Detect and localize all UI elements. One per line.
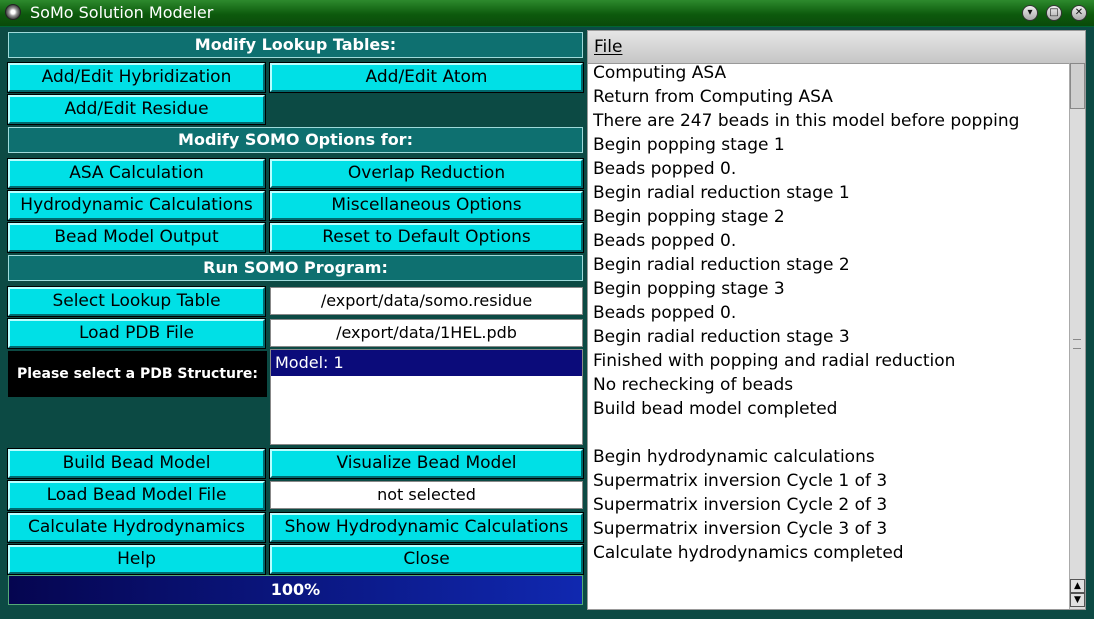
title-bar xyxy=(0,0,1094,27)
pdb-structure-label: Please select a PDB Structure: xyxy=(8,351,267,397)
log-line: Build bead model completed xyxy=(593,399,838,419)
somo-options-header: Modify SOMO Options for: xyxy=(8,127,583,153)
log-line: Beads popped 0. xyxy=(593,159,737,179)
file-menu[interactable] xyxy=(594,37,622,57)
log-line: Begin hydrodynamic calculations xyxy=(593,447,875,467)
calculate-hydrodynamics-button[interactable]: Calculate Hydrodynamics xyxy=(8,513,265,542)
lookup-tables-header: Modify Lookup Tables: xyxy=(8,32,583,58)
build-bead-model-button[interactable]: Build Bead Model xyxy=(8,449,265,478)
log-line: Begin radial reduction stage 3 xyxy=(593,327,850,347)
log-line: Beads popped 0. xyxy=(593,303,737,323)
log-line: Supermatrix inversion Cycle 1 of 3 xyxy=(593,471,888,491)
reset-default-options-button[interactable]: Reset to Default Options xyxy=(270,223,583,252)
asa-calculation-button[interactable]: ASA Calculation xyxy=(8,159,265,188)
app-icon[interactable] xyxy=(5,4,21,20)
overlap-reduction-button[interactable]: Overlap Reduction xyxy=(270,159,583,188)
log-line: Computing ASA xyxy=(593,63,727,83)
scroll-down-icon[interactable]: ▼ xyxy=(1070,593,1085,607)
log-line: Begin popping stage 2 xyxy=(593,207,785,227)
log-line: Begin radial reduction stage 2 xyxy=(593,255,850,275)
log-line: Beads popped 0. xyxy=(593,231,737,251)
add-edit-hybridization-button[interactable]: Add/Edit Hybridization xyxy=(8,63,265,92)
log-line xyxy=(593,421,1063,445)
load-bead-model-file-button[interactable]: Load Bead Model File xyxy=(8,481,265,510)
lookup-table-path: /export/data/somo.residue xyxy=(270,287,583,315)
log-line: Finished with popping and radial reduction xyxy=(593,351,956,371)
log-line: Calculate hydrodynamics completed xyxy=(593,543,904,563)
menu-bar xyxy=(588,31,1085,64)
log-line: Begin popping stage 1 xyxy=(593,135,785,155)
bead-model-output-button[interactable]: Bead Model Output xyxy=(8,223,265,252)
scroll-up-icon[interactable]: ▲ xyxy=(1070,579,1085,593)
scrollbar-thumb[interactable] xyxy=(1070,63,1085,109)
run-somo-header: Run SOMO Program: xyxy=(8,255,583,281)
log-line: Return from Computing ASA xyxy=(593,87,833,107)
miscellaneous-options-button[interactable]: Miscellaneous Options xyxy=(270,191,583,220)
output-panel xyxy=(587,30,1086,610)
close-window-button[interactable]: ✕ xyxy=(1071,5,1087,21)
scrollbar-grip-icon xyxy=(1073,339,1081,349)
window-title: SoMo Solution Modeler xyxy=(30,3,214,22)
progress-bar: 100% xyxy=(8,575,583,605)
maximize-button[interactable]: □ xyxy=(1046,5,1062,21)
log-line: Supermatrix inversion Cycle 3 of 3 xyxy=(593,519,888,539)
add-edit-residue-button[interactable]: Add/Edit Residue xyxy=(8,95,265,124)
visualize-bead-model-button[interactable]: Visualize Bead Model xyxy=(270,449,583,478)
close-button[interactable]: Close xyxy=(270,545,583,574)
log-scrollbar[interactable] xyxy=(1069,63,1085,609)
show-hydrodynamic-calculations-button[interactable]: Show Hydrodynamic Calculations xyxy=(270,513,583,542)
log-line: Supermatrix inversion Cycle 2 of 3 xyxy=(593,495,888,515)
log-line: Begin radial reduction stage 1 xyxy=(593,183,850,203)
hydrodynamic-calculations-button[interactable]: Hydrodynamic Calculations xyxy=(8,191,265,220)
log-output[interactable] xyxy=(593,61,1063,607)
load-pdb-file-button[interactable]: Load PDB File xyxy=(8,319,265,348)
log-line: There are 247 beads in this model before popping xyxy=(593,111,1020,131)
list-item[interactable]: Model: 1 xyxy=(271,350,582,376)
pdb-file-path: /export/data/1HEL.pdb xyxy=(270,319,583,347)
add-edit-atom-button[interactable]: Add/Edit Atom xyxy=(270,63,583,92)
log-line: No rechecking of beads xyxy=(593,375,794,395)
control-panel xyxy=(6,30,585,610)
file-menu-label[interactable]: File xyxy=(594,37,623,57)
minimize-button[interactable]: ▾ xyxy=(1022,5,1038,21)
log-line: Begin popping stage 3 xyxy=(593,279,785,299)
pdb-structure-list[interactable] xyxy=(270,349,583,445)
help-button[interactable]: Help xyxy=(8,545,265,574)
bead-model-file-path: not selected xyxy=(270,481,583,509)
select-lookup-table-button[interactable]: Select Lookup Table xyxy=(8,287,265,316)
